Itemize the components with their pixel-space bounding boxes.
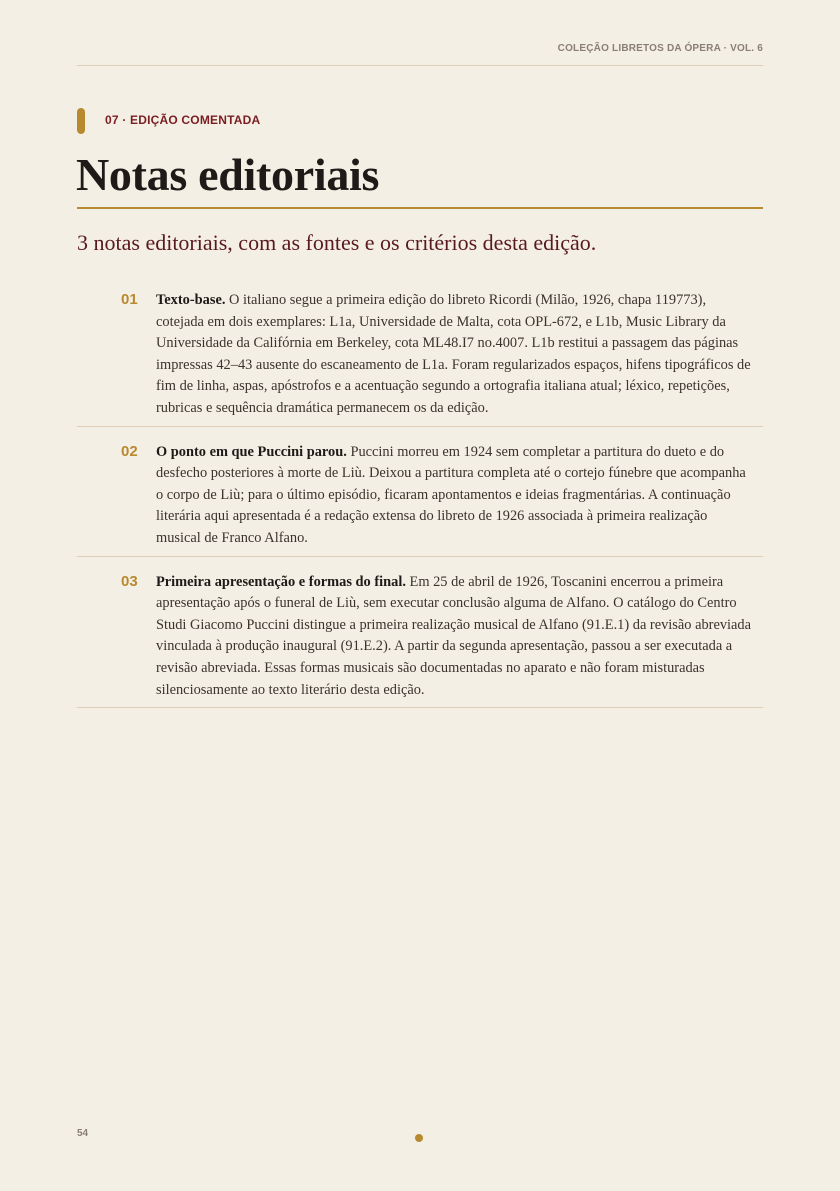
- note-text: Puccini morreu em 1924 sem completar a partitura do dueto e do desfecho posteriores à morte de Liù. Deixou a partitura completa até o cortejo fúnebre que acompanha o corpo de Liù; para o último episódio, ficaram apontamentos e ideias fragmentárias. A continuação literária aqui apresentada é a redação extensa do libreto de 1926 associada à primeira realização musical de Franco Alfano.: [156, 443, 746, 546]
- header-divider: [77, 65, 763, 66]
- note-text: Em 25 de abril de 1926, Toscanini encerrou a primeira apresentação após o funeral de Liù, sem executar conclusão alguma de Alfano. O catálogo do Centro Studi Giacomo Puccini distingue a primeira realização musical de Alfano (91.E.1) da revisão abreviada vinculada à produção inaugural (91.E.2). A partir da segunda apresentação, passou a ser executada a revisão abreviada. Essas formas musicais são documentadas no aparato e não foram misturadas silenciosamente ao texto literário desta edição.: [156, 573, 752, 698]
- note-title: Primeira apresentação e formas do final.: [156, 573, 406, 590]
- running-head: COLEÇÃO LIBRETOS DA ÓPERA · VOL. 6: [557, 43, 763, 54]
- note-item: [77, 569, 763, 709]
- note-body: [156, 290, 755, 420]
- note-body: [156, 442, 755, 550]
- page-subtitle: 3 notas editoriais, com as fontes e os critérios desta edição.: [77, 230, 597, 255]
- note-title: O ponto em que Puccini parou.: [156, 443, 347, 460]
- section-label: 07 · EDIÇÃO COMENTADA: [105, 113, 261, 127]
- note-title: Texto-base.: [156, 292, 226, 308]
- title-divider: [77, 207, 763, 209]
- page-number: 54: [77, 1128, 89, 1139]
- note-number: 02: [121, 442, 138, 460]
- note-item: [77, 287, 763, 427]
- footer-ornament-dot: [415, 1134, 423, 1142]
- note-number: 01: [121, 291, 138, 308]
- note-item: [77, 439, 763, 557]
- note-text: O italiano segue a primeira edição do libreto Ricordi (Milão, 1926, chapa 119773), cotejada em dois exemplares: L1a, Universidade de Malta, cota OPL-672, e L1b, Music Library da Universidade da Califórnia em Berkeley, cota ML48.I7 no.4007. L1b restitui a passagem das páginas impressas 42–43 ausente do escaneamento de L1a. Foram regularizados espaços, hifens tipográficos de fim de linha, aspas, apóstrofos e a acentuação segundo a ortografia italiana atual; léxico, repetições, rubricas e sequência dramática permanecem os da edição.: [156, 292, 751, 416]
- note-body: [156, 572, 755, 702]
- notes-list: [77, 287, 763, 720]
- page-title: Notas editoriais: [76, 149, 380, 200]
- note-number: 03: [121, 572, 138, 590]
- section-marker: [77, 108, 85, 134]
